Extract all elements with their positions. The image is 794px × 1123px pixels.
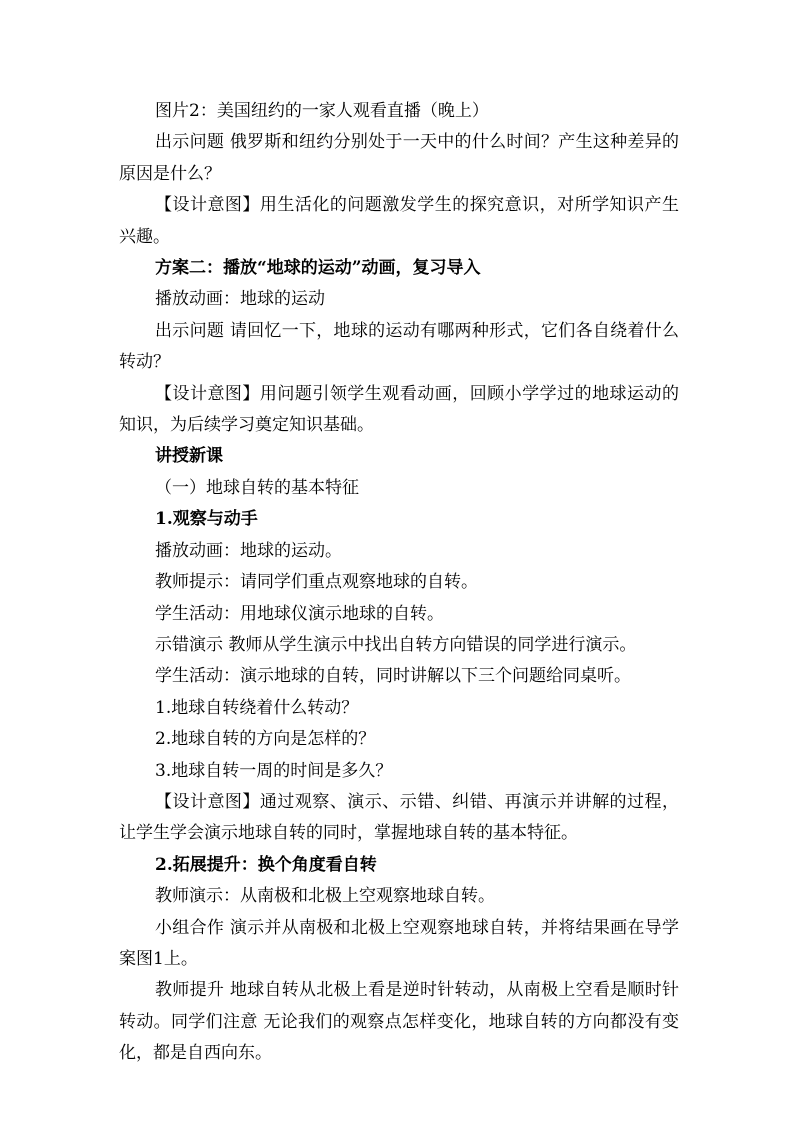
paragraph-error-demo: 示错演示 教师从学生演示中找出自转方向错误的同学进行演示。 — [155, 634, 637, 655]
heading-new-lesson: 讲授新课 — [155, 446, 223, 467]
paragraph-image-caption: 图片2：美国纽约的一家人观看直播（晚上） — [155, 101, 489, 121]
list-item-question-1: 1.地球自转绕着什么转动？ — [155, 697, 359, 718]
paragraph-student-activity-2: 学生活动：演示地球的自转，同时讲解以下三个问题给同桌听。 — [155, 666, 631, 687]
heading-extend-improve: 2.拓展提升：换个角度看自转 — [155, 854, 377, 875]
paragraph-design-intent-1: 【设计意图】用生活化的问题激发学生的探究意识，对所学知识产生兴趣。 — [119, 195, 679, 247]
paragraph-play-animation-2: 播放动画：地球的运动。 — [155, 540, 342, 561]
paragraph-group-cooperation: 小组合作 演示并从南极和北极上空观察地球自转，并将结果画在导学案图1上。 — [119, 917, 679, 969]
paragraph-teacher-improve: 教师提升 地球自转从北极上看是逆时针转动，从南极上空看是顺时针转动。同学们注意 无论我们的观察点怎样变化，地球自转的方向都没有变化，都是自西向东。 — [119, 980, 679, 1064]
list-item-question-3: 3.地球自转一周的时间是多久？ — [155, 760, 393, 781]
heading-section-one: （一）地球自转的基本特征 — [155, 477, 359, 498]
heading-observe-and-act: 1.观察与动手 — [155, 509, 258, 530]
document-body — [119, 96, 679, 1070]
paragraph-question-2: 出示问题 请回忆一下，地球的运动有哪两种形式，它们各自绕着什么转动？ — [119, 320, 679, 373]
paragraph-teacher-hint: 教师提示：请同学们重点观察地球的自转。 — [155, 572, 478, 593]
paragraph-design-intent-3: 【设计意图】通过观察、演示、示错、纠错、再演示并讲解的过程，让学生学会演示地球自转的同时，掌握地球自转的基本特征。 — [119, 791, 679, 844]
paragraph-teacher-demo: 教师演示：从南极和北极上空观察地球自转。 — [155, 886, 495, 907]
paragraph-play-animation: 播放动画：地球的运动 — [155, 289, 325, 310]
heading-plan-two: 方案二：播放“地球的运动”动画，复习导入 — [155, 258, 481, 279]
paragraph-question-1: 出示问题 俄罗斯和纽约分别处于一天中的什么时间？产生这种差异的原因是什么？ — [119, 132, 679, 184]
list-item-question-2: 2.地球自转的方向是怎样的？ — [155, 729, 376, 750]
paragraph-student-activity-1: 学生活动：用地球仪演示地球的自转。 — [155, 603, 444, 624]
paragraph-design-intent-2: 【设计意图】用问题引领学生观看动画，回顾小学学过的地球运动的知识，为后续学习奠定知识基础。 — [119, 383, 679, 436]
